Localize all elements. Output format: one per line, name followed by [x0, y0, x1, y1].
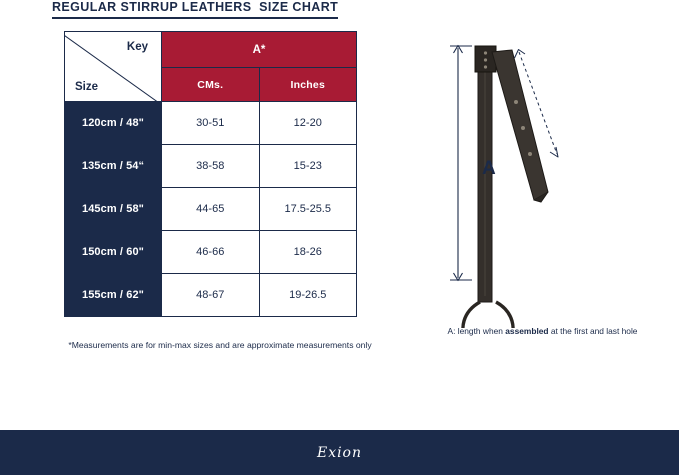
row-value-cms: 44-65	[162, 188, 260, 231]
corner-key-label: Key	[126, 41, 148, 53]
row-value-cms: 30-51	[162, 102, 260, 145]
page-title: REGULAR STIRRUP LEATHERS SIZE CHART	[52, 0, 338, 19]
row-value-cms: 48-67	[162, 274, 260, 317]
stirrup-leather-diagram	[420, 28, 660, 328]
row-size-label: 150cm / 60"	[65, 231, 162, 274]
measurement-footnote: *Measurements are for min-max sizes and are approximate measurements only	[68, 340, 372, 350]
table-row	[65, 102, 357, 145]
dimension-arrow-vertical	[450, 46, 472, 281]
brand-logo: Exion	[316, 444, 363, 461]
row-size-label: 155cm / 62"	[65, 274, 162, 317]
row-size-label: 120cm / 48"	[65, 102, 162, 145]
size-chart-table	[64, 31, 357, 317]
page-footer	[0, 430, 679, 475]
row-size-label: 135cm / 54“	[65, 145, 162, 188]
leather-strap-angled	[492, 50, 548, 202]
table-corner-header	[65, 32, 162, 102]
row-value-inches: 19-26.5	[259, 274, 357, 317]
corner-size-label: Size	[75, 81, 99, 93]
table-row	[65, 145, 357, 188]
table-row	[65, 231, 357, 274]
stirrup-leather-illustration	[420, 28, 660, 328]
row-value-inches: 17.5-25.5	[259, 188, 357, 231]
size-chart-table-wrap	[64, 31, 357, 317]
table-row	[65, 188, 357, 231]
table-header-row-1	[65, 32, 357, 68]
stirrup-iron-icon	[463, 302, 513, 328]
row-size-label: 145cm / 58"	[65, 188, 162, 231]
diagram-caption	[420, 326, 665, 336]
column-header-cms: CMs.	[162, 68, 260, 102]
row-value-inches: 15-23	[259, 145, 357, 188]
caption-text-after: at the first and last hole	[548, 326, 638, 336]
row-value-inches: 18-26	[259, 231, 357, 274]
dimension-label-a: A	[482, 158, 496, 179]
column-group-header-a: A*	[162, 32, 357, 68]
row-value-cms: 46-66	[162, 231, 260, 274]
caption-text-before: A: length when	[447, 326, 506, 336]
caption-text-bold: assembled	[505, 326, 549, 336]
row-value-cms: 38-58	[162, 145, 260, 188]
table-row	[65, 274, 357, 317]
row-value-inches: 12-20	[259, 102, 357, 145]
buckle-icon	[475, 46, 496, 72]
column-header-inches: Inches	[259, 68, 357, 102]
